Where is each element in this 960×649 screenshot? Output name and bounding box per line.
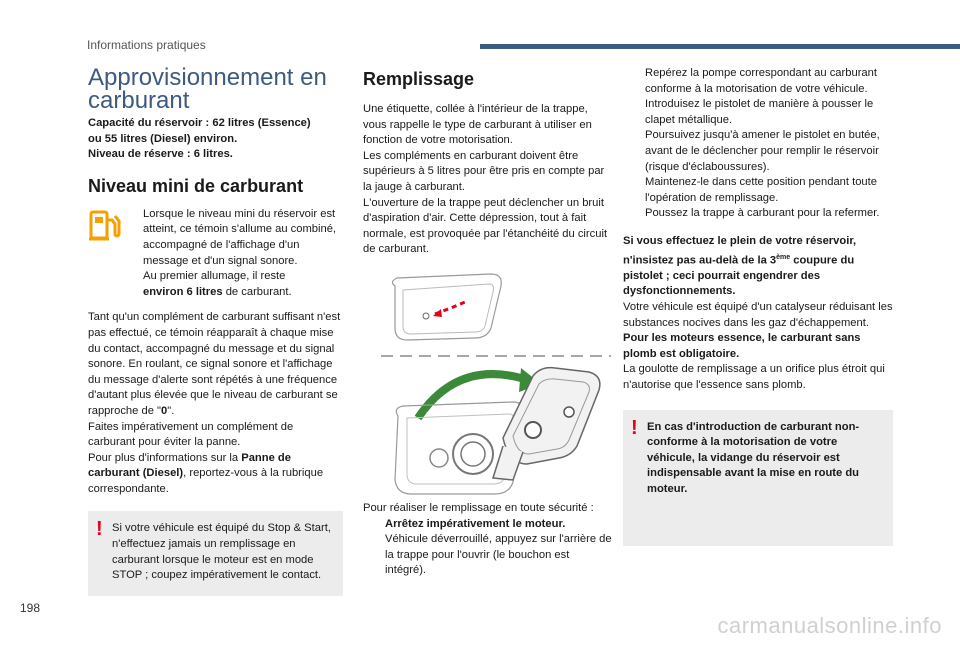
warning-lamp-text: Lorsque le niveau mini du réservoir est atteint, ce témoin s'allume au combiné, accompagné de l'affichage d'un message et d'un signal sonore. Au premier allumage, il reste environ 6 litres de carburant.: [143, 207, 337, 298]
paragraph-3rd-cutoff: Si vous effectuez le plein de votre réservoir, n'insistez pas au-delà de la 3ème coupure du pistolet ; ceci pourrait engendrer des dysfonctionnements.: [623, 234, 857, 298]
list-item: Repérez la pompe correspondant au carburant conforme à la motorisation de votre véhicule.: [623, 66, 893, 97]
list-item: Poursuivez jusqu'à amener le pistolet en butée, avant de le déclencher pour remplir le réservoir (risque d'éclaboussures).: [623, 128, 893, 175]
list-item: Véhicule déverrouillé, appuyez sur l'arrière de la trappe pour l'ouvrir (le bouchon est intégré).: [363, 532, 613, 579]
paragraph-filler-neck: La goulotte de remplissage a un orifice plus étroit qui n'autorise que l'essence sans plomb.: [623, 363, 885, 392]
fuel-flap-illustration: [363, 268, 613, 496]
bullet-icon: [623, 206, 645, 222]
column-middle-bottom: [363, 501, 613, 579]
warning-lamp-row: [88, 207, 343, 301]
bullet-icon: [363, 517, 385, 533]
column-middle: [363, 66, 613, 258]
warning-exclamation-icon: !: [96, 518, 103, 541]
page-number: 198: [20, 601, 41, 615]
heading-remplissage: Remplissage: [363, 69, 475, 89]
page-title: Approvisionnement en carburant: [88, 64, 327, 114]
paragraph-5-litres: Les compléments en carburant doivent être supérieurs à 5 litres pour être pris en compte par la jauge à carburant.: [363, 149, 605, 193]
bullet-icon: [623, 175, 645, 206]
list-item: Introduisez le pistolet de manière à pousser le clapet métallique.: [623, 97, 893, 128]
paragraph-reappear: Tant qu'un complément de carburant suffisant n'est pas effectué, ce témoin réapparaît à chaque mise du contact, accompagné du message et du signal sonore. En roulant, ce signal sonore et l'affichage du message d'alerte sont répétés à une fréquence d'autant plus élevée que le niveau de carburant se rapproche de "0".: [88, 311, 341, 417]
column-left: [88, 66, 343, 596]
watermark: carmanualsonline.info: [717, 613, 942, 638]
bullet-icon: [623, 97, 645, 128]
list-item: Maintenez-le dans cette position pendant toute l'opération de remplissage.: [623, 175, 893, 206]
paragraph-unleaded: Pour les moteurs essence, le carburant sans plomb est obligatoire.: [623, 332, 861, 360]
column-right: [623, 66, 893, 546]
section-header: Informations pratiques: [87, 38, 206, 52]
tank-capacity: Capacité du réservoir : 62 litres (Essence) ou 55 litres (Diesel) environ. Niveau de réserve : 6 litres.: [88, 117, 311, 161]
fuel-flap-drawing: [363, 268, 613, 496]
paragraph-aspiration: L'ouverture de la trappe peut déclencher un bruit d'aspiration d'air. Cette dépression, tout à fait normale, est provoquée par l'étanchéité du circuit de carburant.: [363, 196, 608, 256]
paragraph-safety: Pour réaliser le remplissage en toute sécurité :: [363, 502, 594, 514]
stop-start-warning-box: ! Si votre véhicule est équipé du Stop & Start, n'effectuez jamais un remplissage en carburant lorsque le moteur est en mode STOP ; coupez impérativement le contact.: [88, 511, 343, 595]
bullet-icon: [363, 532, 385, 579]
heading-niveau-mini: Niveau mini de carburant: [88, 175, 304, 196]
fuel-pump-warning-icon: [88, 209, 122, 241]
paragraph-catalyst: Votre véhicule est équipé d'un catalyseur réduisant les substances nocives dans les gaz d'échappement.: [623, 301, 893, 329]
paragraph-more-info: Pour plus d'informations sur la Panne de carburant (Diesel), reportez-vous à la rubrique correspondante.: [88, 451, 324, 495]
paragraph-label: Une étiquette, collée à l'intérieur de la trappe, vous rappelle le type de carburant à utiliser en fonction de votre motorisation.: [363, 103, 592, 147]
list-item: Poussez la trappe à carburant pour la refermer.: [623, 206, 893, 222]
bullet-icon: [623, 66, 645, 97]
warning-exclamation-icon: !: [631, 416, 638, 439]
list-item: Arrêtez impérativement le moteur.: [363, 517, 613, 533]
wrong-fuel-warning-box: ! En cas d'introduction de carburant non-conforme à la motorisation de votre véhicule, la vidange du réservoir est indispensable avant la mise en route du moteur.: [623, 410, 893, 546]
header-accent-bar: [480, 44, 960, 49]
bullet-icon: [623, 128, 645, 175]
paragraph-refuel: Faites impérativement un complément de carburant pour éviter la panne.: [88, 420, 294, 449]
